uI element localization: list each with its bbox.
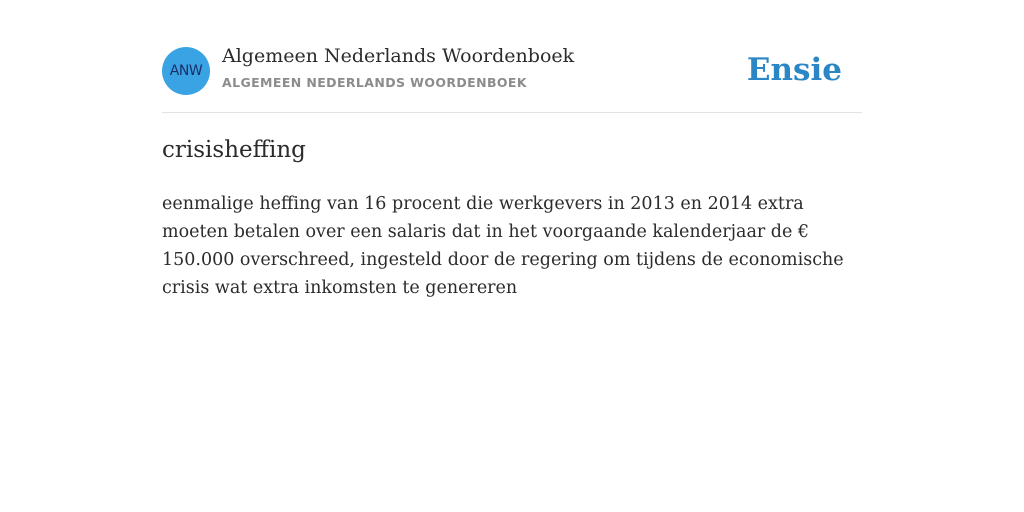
ensie-brand-logo[interactable]: Ensie [746, 52, 842, 88]
entry-card [162, 0, 862, 298]
source-subtitle: ALGEMEEN NEDERLANDS WOORDENBOEK [222, 75, 527, 90]
source-header [162, 0, 862, 113]
entry-definition: eenmalige heffing van 16 procent die werkgevers in 2013 en 2014 extra moeten betalen over een salaris dat in het voorgaande kalenderjaar de € 150.000 overschreed, ingesteld door de regering om tijdens de economische crisis wat extra inkomsten te genereren [162, 194, 844, 298]
source-title[interactable]: Algemeen Nederlands Woordenboek [222, 45, 575, 67]
source-logo-text: ANW [169, 63, 203, 79]
source-logo[interactable] [162, 47, 210, 95]
entry-term: crisisheffing [162, 137, 306, 163]
